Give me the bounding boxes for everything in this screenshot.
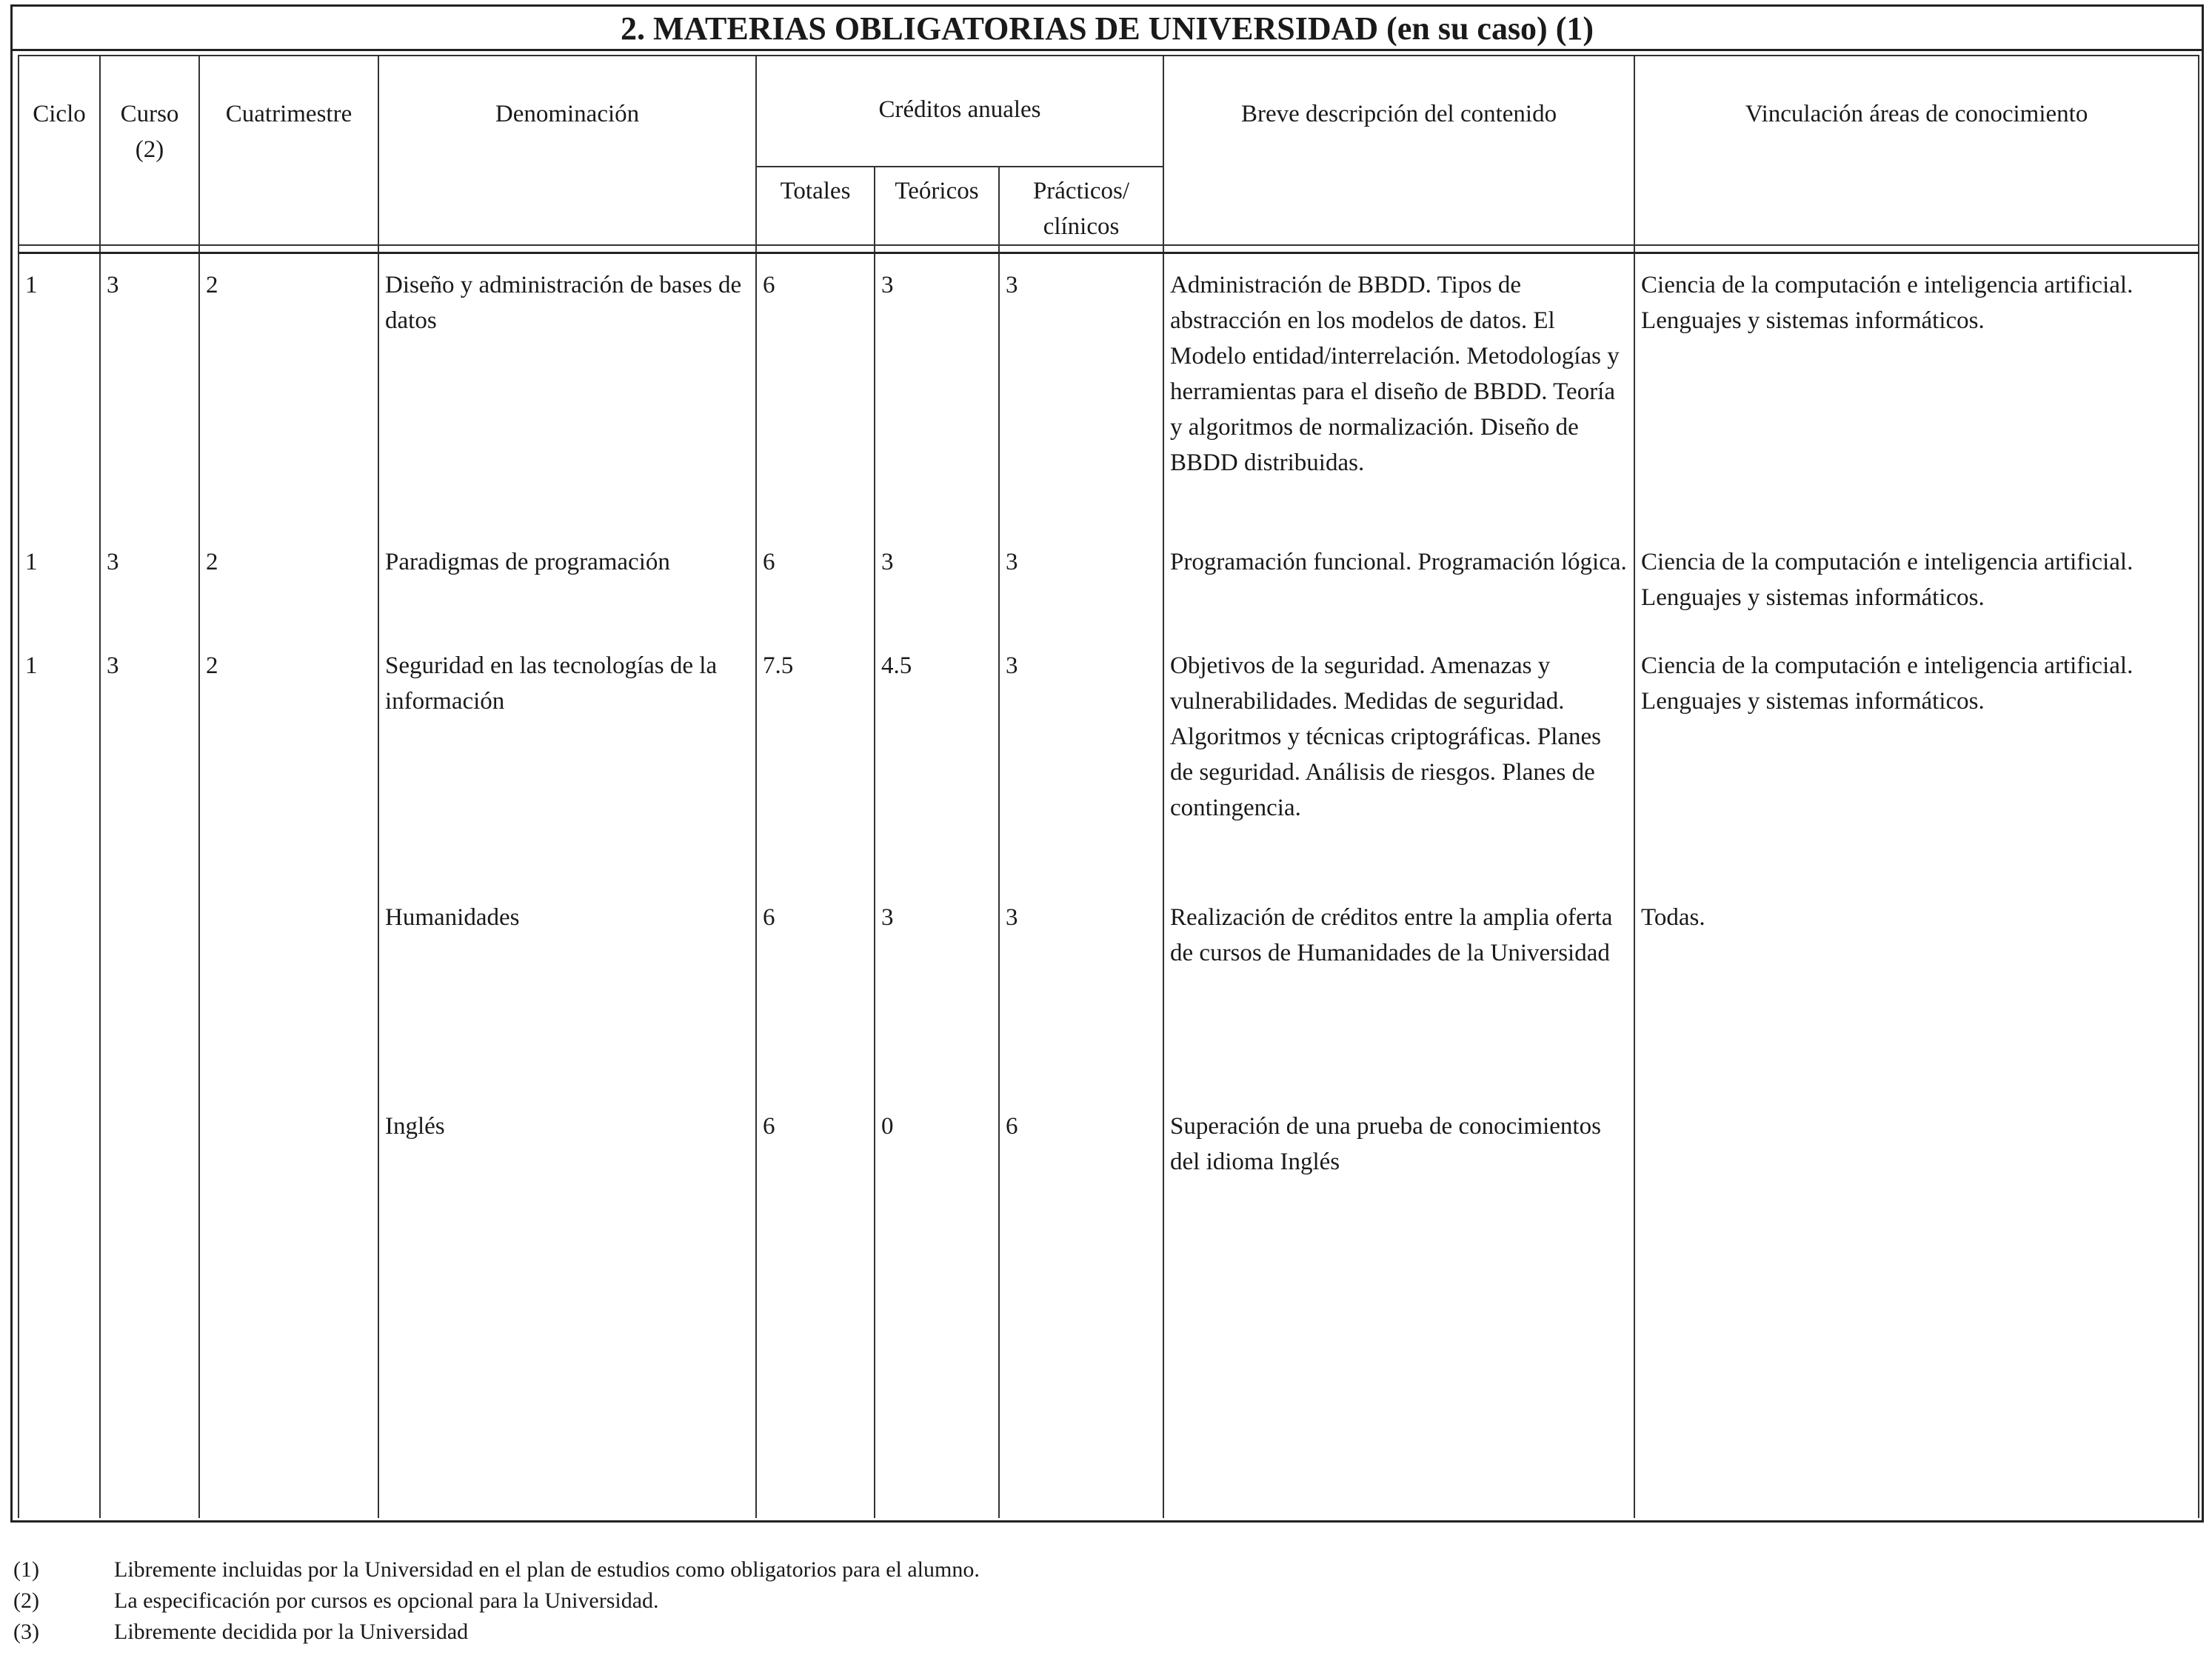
- cell-descripcion: Administración de BBDD. Tipos de abstracción en los modelos de datos. El Modelo entidad/interrelación. Metodologías y herramientas para el diseño de BBDD. Teoría y algoritmos de normalización. Diseño de BBDD distribuidas.: [1163, 253, 1634, 532]
- cell-ciclo: [19, 886, 100, 1095]
- cell-practicos: 3: [999, 253, 1163, 532]
- subjects-table: [18, 55, 2199, 1518]
- cell-cuatrimestre: [199, 1095, 378, 1518]
- table-row: [19, 1095, 2199, 1518]
- cell-curso: [100, 886, 199, 1095]
- cell-teoricos: 0: [875, 1095, 999, 1518]
- cell-vinculacion: [1634, 1095, 2199, 1518]
- footnote-text: La especificación por cursos es opcional para la Universidad.: [114, 1588, 659, 1613]
- cell-curso: 3: [100, 635, 199, 886]
- cell-practicos: 3: [999, 886, 1163, 1095]
- header-creditos-anuales: Créditos anuales: [756, 56, 1163, 167]
- cell-cuatrimestre: 2: [199, 531, 378, 635]
- cell-denominacion: Seguridad en las tecnologías de la información: [378, 635, 756, 886]
- cell-cuatrimestre: 2: [199, 635, 378, 886]
- cell-teoricos: 3: [875, 253, 999, 532]
- header-totales: Totales: [756, 167, 875, 245]
- table-row: [19, 635, 2199, 886]
- cell-vinculacion: Ciencia de la computación e inteligencia artificial. Lenguajes y sistemas informáticos.: [1634, 253, 2199, 532]
- cell-ciclo: 1: [19, 253, 100, 532]
- cell-totales: 6: [756, 886, 875, 1095]
- cell-ciclo: 1: [19, 531, 100, 635]
- header-vinculacion: Vinculación áreas de conocimiento: [1634, 56, 2199, 245]
- cell-descripcion: Realización de créditos entre la amplia oferta de cursos de Humanidades de la Universidad: [1163, 886, 1634, 1095]
- cell-teoricos: 3: [875, 531, 999, 635]
- footnote: [13, 1555, 980, 1585]
- cell-practicos: 3: [999, 531, 1163, 635]
- header-curso: Curso (2): [100, 56, 199, 245]
- table-title: 2. MATERIAS OBLIGATORIAS DE UNIVERSIDAD (en su caso) (1): [10, 4, 2204, 49]
- cell-totales: 6: [756, 1095, 875, 1518]
- cell-denominacion: Inglés: [378, 1095, 756, 1518]
- footnote-text: Libremente decidida por la Universidad: [114, 1620, 469, 1644]
- cell-ciclo: [19, 1095, 100, 1518]
- cell-teoricos: 3: [875, 886, 999, 1095]
- cell-ciclo: 1: [19, 635, 100, 886]
- cell-cuatrimestre: 2: [199, 253, 378, 532]
- cell-vinculacion: Todas.: [1634, 886, 2199, 1095]
- header-descripcion: Breve descripción del contenido: [1163, 56, 1634, 245]
- cell-practicos: 3: [999, 635, 1163, 886]
- cell-vinculacion: Ciencia de la computación e inteligencia artificial. Lenguajes y sistemas informáticos.: [1634, 531, 2199, 635]
- cell-denominacion: Paradigmas de programación: [378, 531, 756, 635]
- table-row: [19, 531, 2199, 635]
- cell-totales: 6: [756, 531, 875, 635]
- cell-practicos: 6: [999, 1095, 1163, 1518]
- table-row: [19, 253, 2199, 532]
- cell-cuatrimestre: [199, 886, 378, 1095]
- cell-denominacion: Diseño y administración de bases de datos: [378, 253, 756, 532]
- header-ciclo: Ciclo: [19, 56, 100, 245]
- cell-totales: 7.5: [756, 635, 875, 886]
- header-cuatrimestre: Cuatrimestre: [199, 56, 378, 245]
- footnote-text: Libremente incluidas por la Universidad en el plan de estudios como obligatorios para el alumno.: [114, 1557, 980, 1582]
- cell-curso: 3: [100, 253, 199, 532]
- header-teoricos: Teóricos: [875, 167, 999, 245]
- footnote-number: (2): [13, 1588, 39, 1613]
- table-row: [19, 886, 2199, 1095]
- cell-curso: [100, 1095, 199, 1518]
- cell-descripcion: Superación de una prueba de conocimientos del idioma Inglés: [1163, 1095, 1634, 1518]
- footnote: [13, 1617, 468, 1647]
- footnote: [13, 1586, 659, 1616]
- cell-descripcion: Programación funcional. Programación lógica.: [1163, 531, 1634, 635]
- cell-vinculacion: Ciencia de la computación e inteligencia artificial. Lenguajes y sistemas informáticos.: [1634, 635, 2199, 886]
- cell-denominacion: Humanidades: [378, 886, 756, 1095]
- header-practicos: Prácticos/ clínicos: [999, 167, 1163, 245]
- cell-curso: 3: [100, 531, 199, 635]
- cell-totales: 6: [756, 253, 875, 532]
- header-denominacion: Denominación: [378, 56, 756, 245]
- footnote-number: (3): [13, 1620, 39, 1644]
- cell-teoricos: 4.5: [875, 635, 999, 886]
- footnote-number: (1): [13, 1557, 39, 1582]
- cell-descripcion: Objetivos de la seguridad. Amenazas y vulnerabilidades. Medidas de seguridad. Algoritmos y técnicas criptográficas. Planes de seguridad. Análisis de riesgos. Planes de contingencia.: [1163, 635, 1634, 886]
